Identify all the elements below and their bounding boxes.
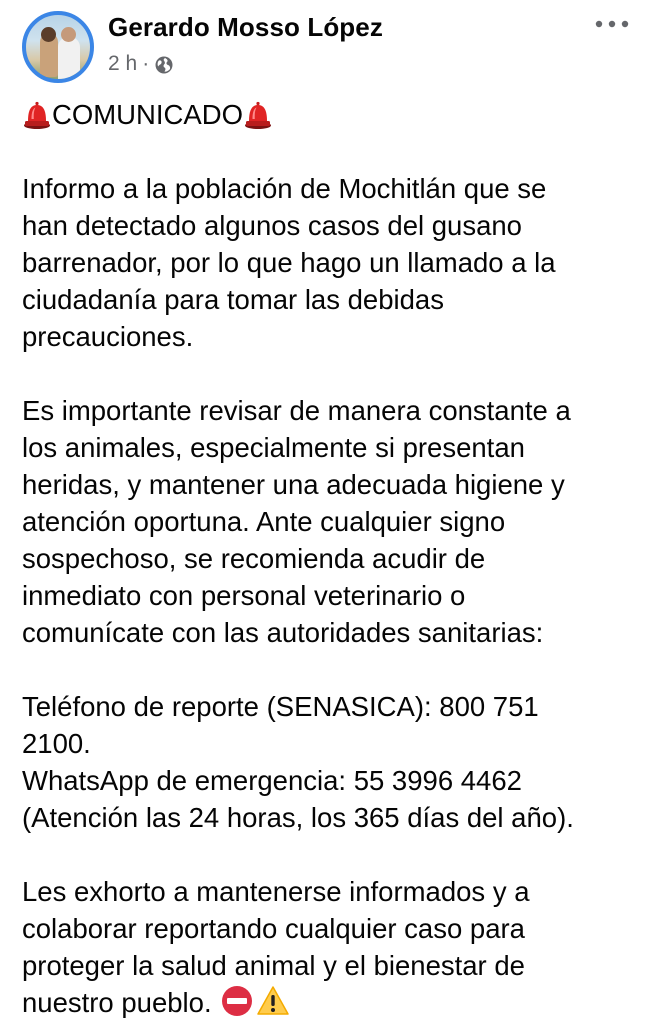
text-line: han detectado algunos casos del gusano <box>22 210 522 241</box>
text-line: barrenador, por lo que hago un llamado a la <box>22 247 556 278</box>
text-line: nuestro pueblo. <box>22 987 212 1018</box>
post-title-line <box>22 96 632 133</box>
meta-separator: · <box>142 52 150 75</box>
hours-line: (Atención las 24 horas, los 365 días del año). <box>22 802 574 833</box>
siren-icon <box>243 100 273 130</box>
post-time[interactable]: 2 h <box>108 52 138 75</box>
text-line: proteger la salud animal y el bienestar de <box>22 950 525 981</box>
text-line: sospechoso, se recomienda acudir de <box>22 543 486 574</box>
globe-icon[interactable] <box>154 55 174 75</box>
text-line: colaborar reportando cualquier caso para <box>22 913 525 944</box>
avatar[interactable] <box>22 11 94 83</box>
avatar-head-left <box>41 27 56 42</box>
phone-line: 2100. <box>22 728 91 759</box>
avatar-person-right <box>58 37 80 81</box>
text-line: ciudadanía para tomar las debidas <box>22 284 444 315</box>
paragraph-recommendations <box>22 392 632 651</box>
text-line: los animales, especialmente si presentan <box>22 432 525 463</box>
post-title: COMUNICADO <box>52 99 243 130</box>
text-line: inmediato con personal veterinario o <box>22 580 466 611</box>
no-entry-icon <box>220 984 254 1018</box>
post-body <box>22 96 632 1021</box>
post-header <box>0 0 650 92</box>
siren-icon <box>22 100 52 130</box>
phone-line: Teléfono de reporte (SENASICA): 800 751 <box>22 691 539 722</box>
more-options-icon[interactable] <box>594 14 630 34</box>
paragraph-contacts <box>22 688 632 836</box>
paragraph-announcement <box>22 170 632 355</box>
author-name[interactable]: Gerardo Mosso López <box>108 12 383 42</box>
text-line: atención oportuna. Ante cualquier signo <box>22 506 506 537</box>
text-line: precauciones. <box>22 321 194 352</box>
whatsapp-line: WhatsApp de emergencia: 55 3996 4462 <box>22 765 522 796</box>
closing-line <box>22 984 632 1021</box>
text-line: Es importante revisar de manera constante a <box>22 395 571 426</box>
text-line: Informo a la población de Mochitlán que se <box>22 173 547 204</box>
avatar-head-right <box>61 27 76 42</box>
warning-icon <box>256 984 290 1018</box>
text-line: comunícate con las autoridades sanitarias: <box>22 617 544 648</box>
text-line: Les exhorto a mantenerse informados y a <box>22 876 530 907</box>
post-meta <box>108 52 174 76</box>
paragraph-closing <box>22 873 632 1021</box>
text-line: heridas, y mantener una adecuada higiene y <box>22 469 565 500</box>
